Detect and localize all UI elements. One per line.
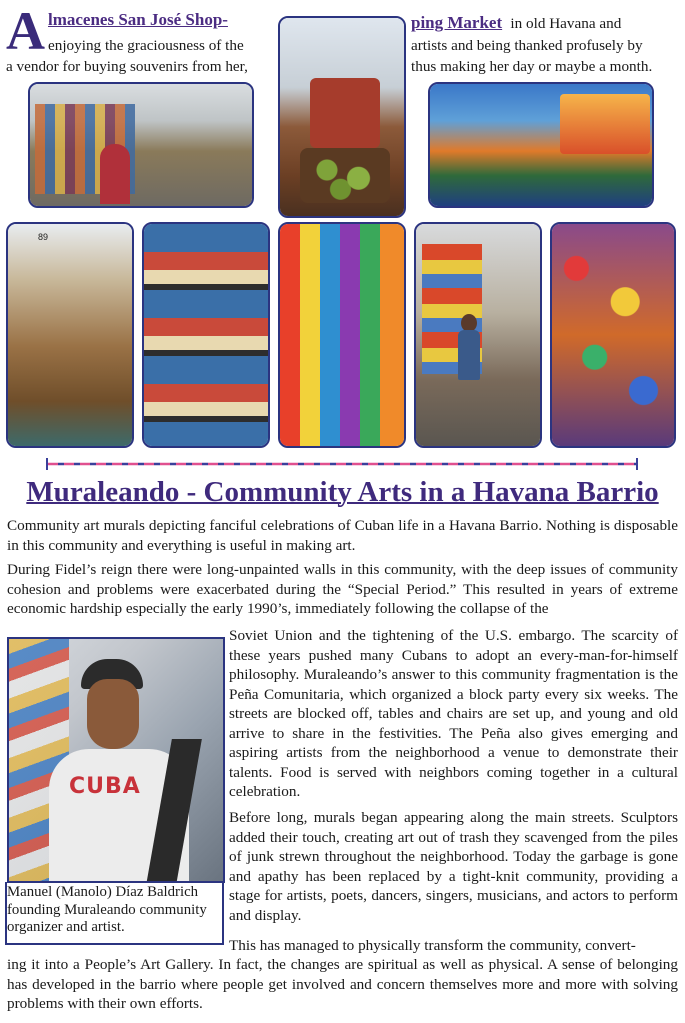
paragraph-transform-start: This has managed to physically transform the community, convert- xyxy=(229,937,636,954)
intro-right-line-1: artists and being thanked profusely by xyxy=(411,37,643,54)
page-title: Muraleando - Community Arts in a Havana Barrio xyxy=(26,476,659,508)
intro-right-line-0: in old Havana and xyxy=(510,15,622,32)
booth-number: 89 xyxy=(38,232,49,242)
caption-frame xyxy=(5,882,224,945)
photo-manolo-portrait xyxy=(7,637,225,883)
intro-heading-right xyxy=(411,13,621,34)
photo-market-hall xyxy=(28,82,254,208)
photo-pop-art xyxy=(278,222,406,448)
intro-heading-left xyxy=(48,10,228,30)
photo-car-paintings xyxy=(142,222,270,448)
intro-left-line-1: enjoying the graciousness of the xyxy=(48,37,244,54)
photo-caption: Manuel (Manolo) Díaz Baldrich founding Muraleando community organizer and artist. xyxy=(7,884,207,935)
paragraph-murals: Before long, murals began appearing along the main streets. Sculptors added their touch, creating art out of trash they scavenged from the piles of junk strewn throughout the neighborhood. Today the garbage is gone and apathy has been replaced by a tight-knit community, providing a stage for artists, poets, dancers, singers, musicians, and actors to perform and display. xyxy=(229,809,678,924)
photo-colorful-crafts xyxy=(550,222,676,448)
intro-left-line-2: a vendor for buying souvenirs from her, xyxy=(6,58,248,75)
intro-heading-right-text: ping Market xyxy=(411,13,503,32)
intro-heading-left-text: lmacenes San José Shop- xyxy=(48,10,228,29)
drop-cap: A xyxy=(6,1,45,61)
paragraph-fidel: During Fidel’s reign there were long-unpainted walls in this community, with the deep issues of community cohesion and problems were exacerbated during the “Special Period.” This resulted in years of extreme economic hardship especially the early 1990’s, immediately following the collapse of the xyxy=(7,561,678,617)
paragraph-pena: Soviet Union and the tightening of the U.S. embargo. The scarcity of these years pushed many Cubans to adopt an every-man-for-himself philosophy. Muraleando’s answer to this community fragmentation is the Peña Comunitaria, which organized a block party every six weeks. The streets are blocked off, tables and chairs are set up, and young and old arrive to share in the festivities. The Peña also gives emerging and aspiring artists from the neighborhood a venue to demonstrate their talents. Food is served with neighbors coming together in a cultural celebration. xyxy=(229,627,678,800)
shirt-text: CUBA xyxy=(69,774,141,799)
paragraph-transform: ing it into a People’s Art Gallery. In fact, the changes are spiritual as well as physical. A sense of belonging has developed in the barrio where people get involved and concern themselves more and more with solving problems with their own efforts. xyxy=(7,956,678,1012)
section-divider xyxy=(44,457,640,471)
photo-paintings xyxy=(428,82,654,208)
photo-coconut-vendor xyxy=(278,16,406,218)
paragraph-intro: Community art murals depicting fanciful celebrations of Cuban life in a Havana Barrio. Nothing is disposable in this community and everything is useful in making art. xyxy=(7,517,678,554)
photo-wood-crafts xyxy=(6,222,134,448)
intro-right-line-2: thus making her day or maybe a month. xyxy=(411,58,653,75)
photo-gallery-visitor xyxy=(414,222,542,448)
